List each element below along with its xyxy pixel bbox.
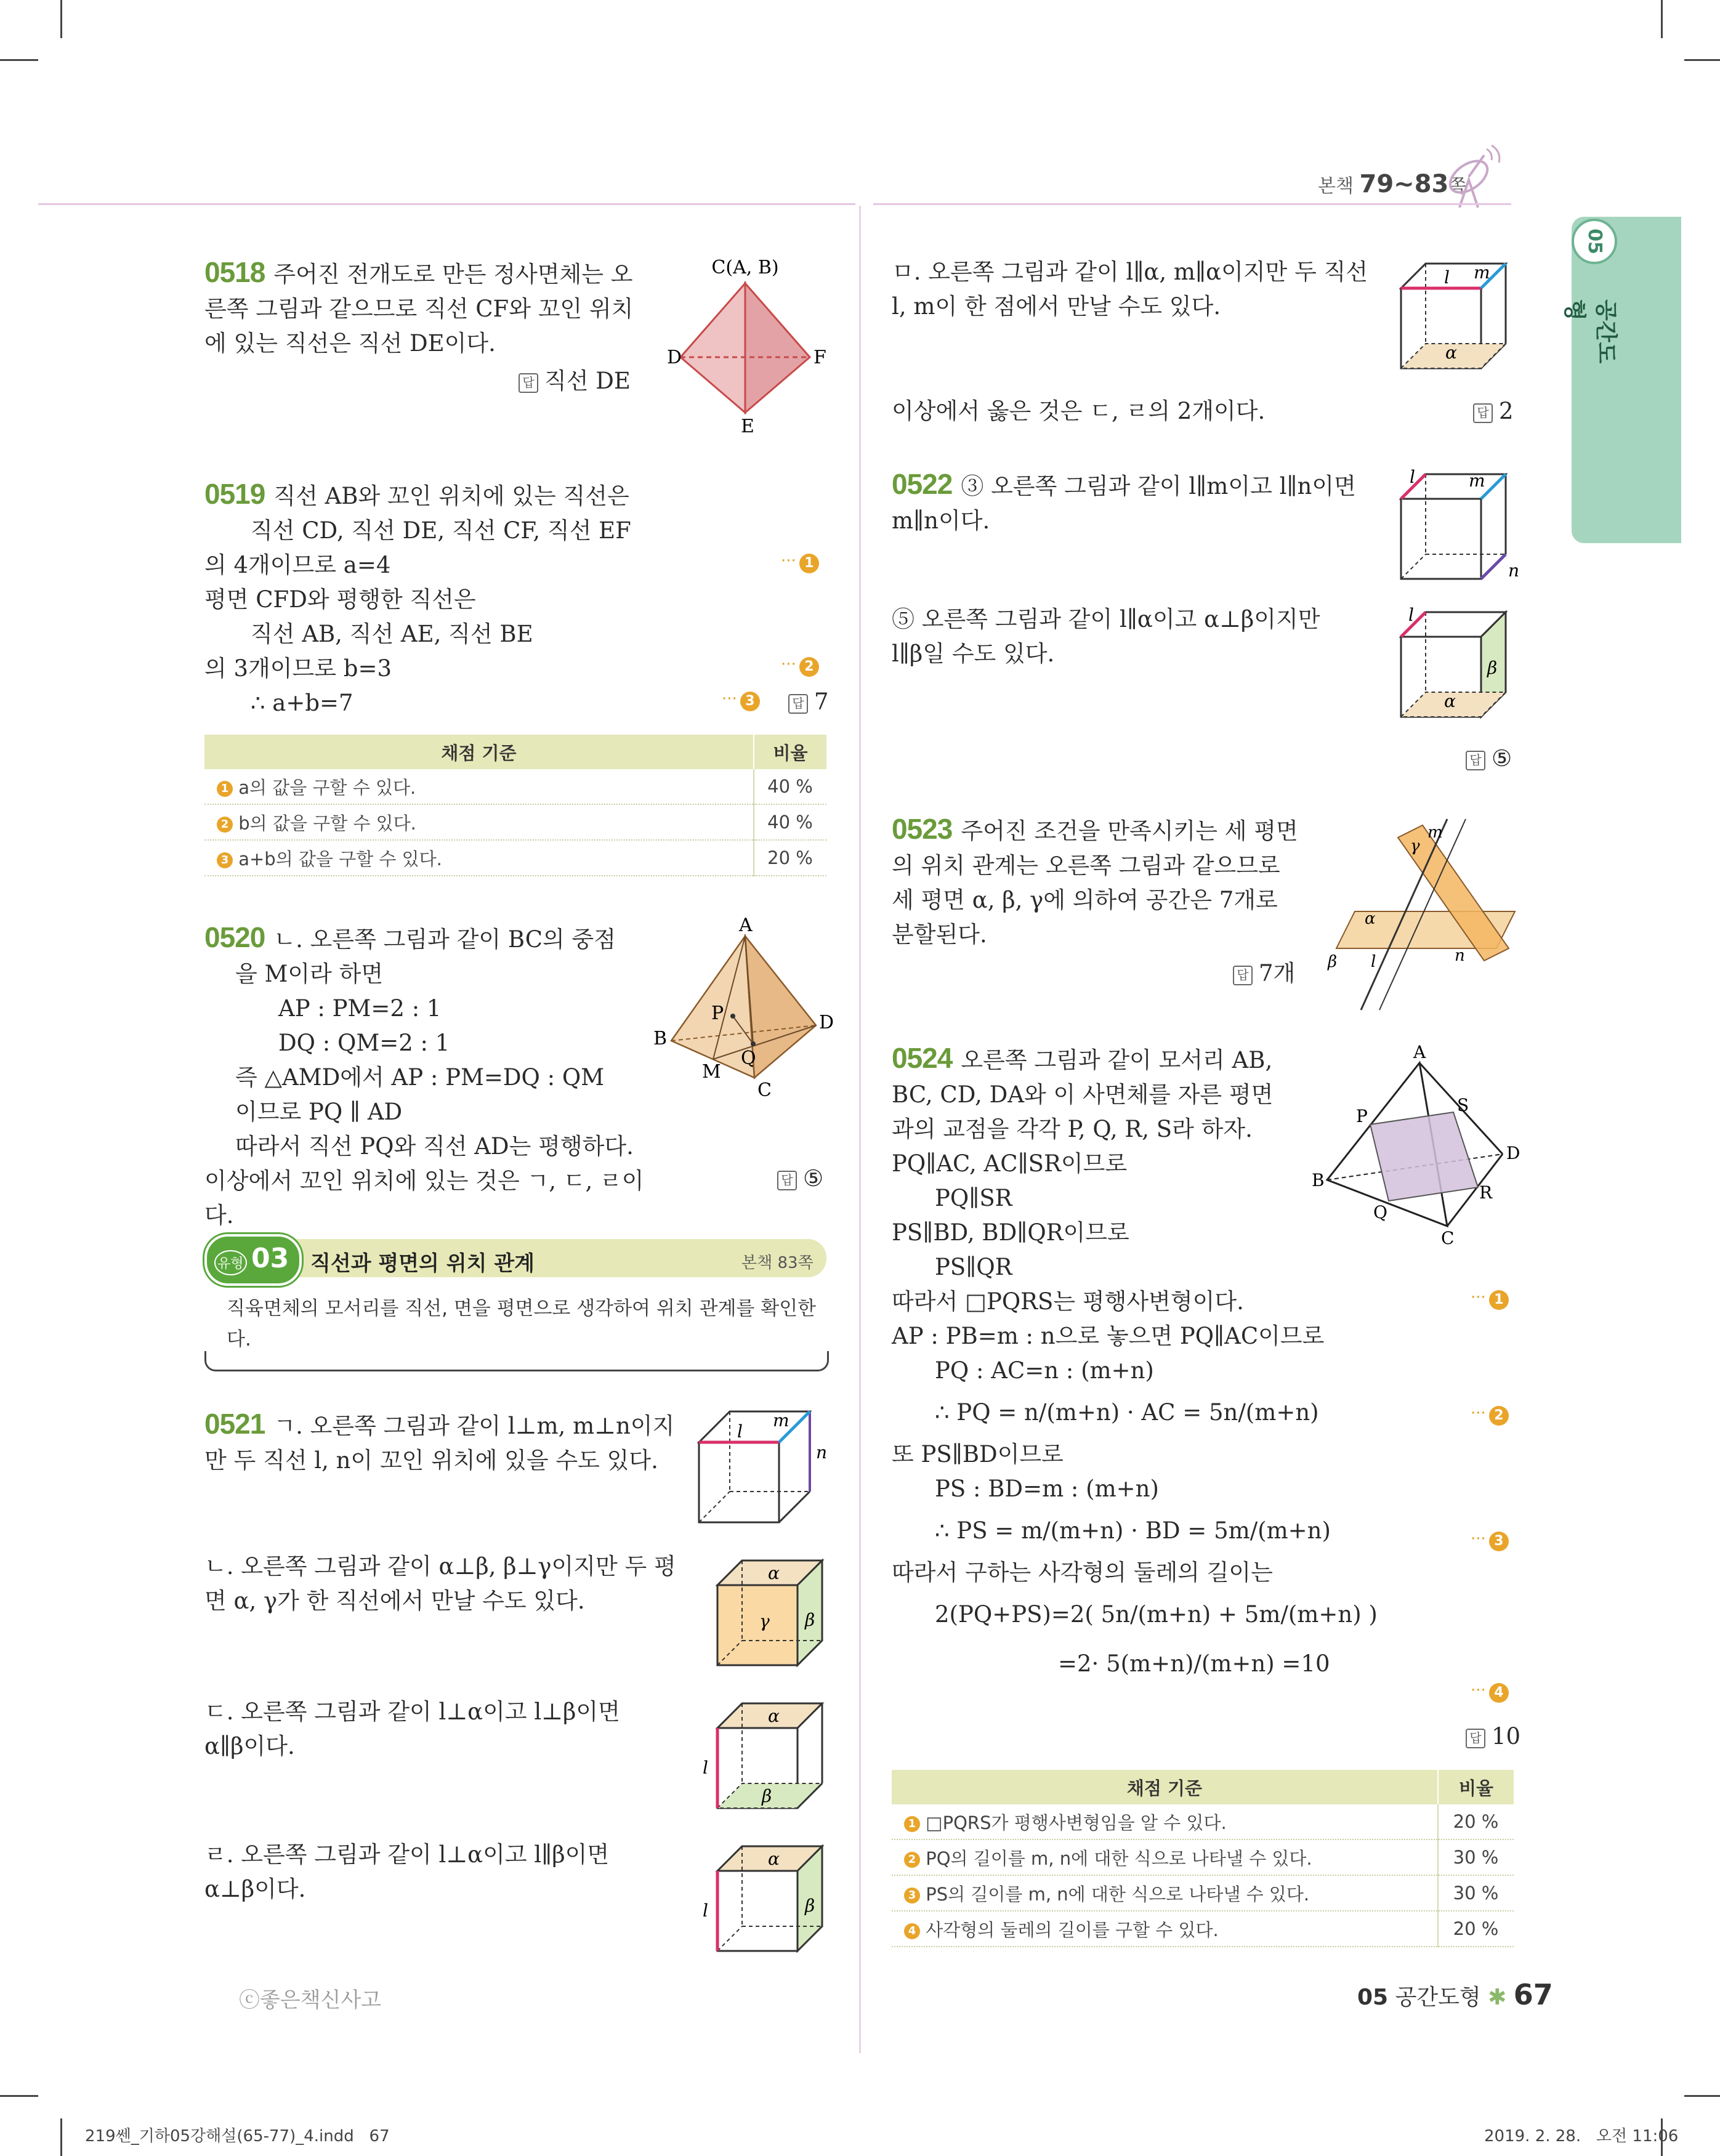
svg-text:γ: γ	[1410, 837, 1420, 855]
svg-text:B: B	[1312, 1170, 1325, 1190]
svg-text:β: β	[1487, 658, 1498, 678]
svg-text:C: C	[1441, 1228, 1455, 1248]
problem-number: 0519	[204, 478, 265, 510]
problem-0522: 0522 ③ 오른쪽 그림과 같이 l∥m이고 l∥n이면 m∥n이다.	[892, 468, 1356, 534]
answer-0524: 답 10	[1466, 1723, 1520, 1750]
type-badge: 유형 03	[204, 1234, 302, 1286]
cube-figure-planes	[711, 1554, 834, 1678]
svg-text:C: C	[757, 1080, 772, 1101]
table-row: 4 사각형의 둘레의 길이를 구할 수 있다. 20 %	[892, 1911, 1514, 1947]
svg-text:α: α	[1445, 342, 1457, 363]
svg-text:l: l	[703, 1758, 708, 1778]
problem-number: 0522	[892, 468, 953, 500]
satellite-icon	[1441, 143, 1503, 211]
svg-text:α: α	[1444, 691, 1456, 711]
type-desc: 직육면체의 모서리를 직선, 면을 평면으로 생각하여 위치 관계를 확인한다.	[227, 1298, 817, 1351]
answer-0518	[519, 362, 631, 395]
svg-text:l: l	[1410, 468, 1415, 487]
svg-text:B: B	[653, 1028, 668, 1049]
item-0521-c: ㄷ. 오른쪽 그림과 같이 l⊥α이고 l⊥β이면 α∥β이다.	[204, 1698, 620, 1759]
svg-text:P: P	[1356, 1106, 1368, 1126]
svg-text:α: α	[768, 1706, 780, 1726]
answer-0523: 답 7개	[1233, 955, 1295, 988]
svg-text:β: β	[762, 1786, 772, 1806]
svg-text:α: α	[768, 1849, 780, 1869]
step-3: ··· 3	[722, 690, 760, 711]
problem-number: 0520	[204, 921, 265, 953]
chapter-title: 공간도형	[1395, 1985, 1481, 2010]
answer-0521: 답 2	[1473, 398, 1514, 424]
svg-text:l: l	[703, 1900, 708, 1921]
table-row: 3 a+b의 값을 구할 수 있다. 20 %	[204, 840, 826, 876]
tetrahedron-figure-0518	[662, 259, 828, 437]
fig-label-c: C(A, B)	[711, 259, 779, 278]
step-4-0524: ··· 4	[1471, 1681, 1509, 1703]
problem-0519: 0519 직선 AB와 꼬인 위치에 있는 직선은 직선 CD, 직선 DE, 직선 CF, 직선 EF 의 4개이므로 a=4 평면 CFD와 평행한 직선은 직선 AB, 직선 AE, 직선 BE 의 3개이므로 b=3 ∴ a+b=7	[204, 478, 631, 716]
svg-text:S: S	[1457, 1095, 1469, 1115]
table-row: 1 □PQRS가 평행사변형임을 알 수 있다. 20 %	[892, 1804, 1514, 1839]
step-2: ··· 2	[781, 655, 819, 677]
answer-0520: 답 ⑤	[777, 1165, 823, 1192]
problem-0521: 0521 ㄱ. 오른쪽 그림과 같이 l⊥m, m⊥n이지만 두 직선 l, n이 꼬인 위치에 있을 수도 있다.	[204, 1408, 675, 1474]
svg-text:l: l	[1444, 267, 1450, 288]
cube-figure-lmn	[693, 1405, 834, 1535]
cube-figure-l-alpha-beta	[1395, 606, 1524, 729]
print-timestamp: 2019. 2. 28. 오전 11:06	[1484, 2127, 1679, 2146]
svg-text:m: m	[1474, 262, 1490, 283]
svg-text:n: n	[1508, 560, 1520, 581]
item-0522-5: ⑤ 오른쪽 그림과 같이 l∥α이고 α⊥β이지만 l∥β일 수도 있다.	[892, 606, 1320, 667]
file-slug: 219쎈_기하05강해설(65-77)_4.indd 67	[85, 2127, 390, 2146]
table-row: 3 PS의 길이를 m, n에 대한 식으로 나타낼 수 있다. 30 %	[892, 1875, 1514, 1911]
type-ref: 본책 83쪽	[741, 1254, 814, 1272]
svg-text:m: m	[1469, 470, 1485, 491]
svg-text:n: n	[816, 1442, 828, 1463]
item-0521-d: ㄹ. 오른쪽 그림과 같이 l⊥α이고 l∥β이면 α⊥β이다.	[204, 1841, 610, 1902]
svg-text:A: A	[1413, 1044, 1426, 1062]
fig-label-f: F	[814, 347, 826, 368]
step-1-0524: ··· 1	[1471, 1288, 1509, 1310]
top-frame-left	[38, 203, 855, 205]
svg-text:Q: Q	[741, 1048, 756, 1069]
svg-text:R: R	[1479, 1182, 1493, 1203]
fig-label-d: D	[667, 347, 682, 368]
chapter-number: 05	[1357, 1985, 1389, 2010]
type-title: 직선과 평면의 위치 관계	[310, 1251, 535, 1276]
problem-0523: 0523 주어진 조건을 만족시키는 세 평면의 위치 관계는 오른쪽 그림과 같으므로 세 평면 α, β, γ에 의하여 공간은 7개로 분할된다.	[892, 813, 1298, 948]
svg-text:M: M	[702, 1061, 721, 1083]
tetrahedron-figure-0520	[650, 918, 834, 1102]
answer-text: 직선 DE	[544, 368, 631, 394]
problem-number: 0521	[204, 1408, 265, 1440]
three-planes-figure	[1324, 813, 1527, 1016]
grading-table-0519: 채점 기준 비율 1 a의 값을 구할 수 있다. 40 % 2 b의 값을 구할 수 있다. 40 % 3 a+b의 값을 구할 수 있다. 20 %	[204, 735, 826, 876]
answer-icon: 답	[1466, 1729, 1485, 1748]
page-footer: 05 공간도형 ✱ 67	[1357, 1978, 1553, 2011]
svg-text:β: β	[805, 1896, 815, 1916]
problem-0524: 0524 오른쪽 그림과 같이 모서리 AB, BC, CD, DA와 이 사면체를 자른 평면 과의 교점을 각각 P, Q, R, S라 하자. PQ∥AC, AC∥SR이므로 PQ∥SR PS∥BD, BD∥QR이므로 PS∥QR 따라서 □PQRS는 평행사변형이다. AP : PB=m : n으로 놓으면 PQ∥AC이므로 PQ : AC=n : (m+n) ∴ PQ = n/(m+n) · AC = 5n/(m+n) 또 PS∥BD이므로 PS : BD=m : (m+n) ∴ PS = m/(m+n) · BD = 5m/(m+n) 따라서 구하는 사각형의 둘레의 길이는 2(PQ+PS)=2( 5n/(m+n) + 5m/(m+n) ) =2· 5(m+n)/(m+n) =10	[892, 1042, 1378, 1677]
side-tab-label: 공간도형	[1562, 299, 1618, 364]
column-divider	[859, 206, 861, 2053]
svg-text:n: n	[1455, 947, 1465, 965]
cube-figure-perp	[699, 1840, 834, 1963]
svg-text:A: A	[739, 918, 753, 936]
cube-figure-parallel	[699, 1697, 834, 1820]
problem-number: 0524	[892, 1042, 953, 1074]
svg-text:P: P	[711, 1003, 724, 1024]
problem-text: 주어진 전개도로 만든 정사면체는 오른쪽 그림과 같으므로 직선 CF와 꼬인 위치에 있는 직선은 직선 DE이다.	[204, 261, 634, 357]
table-row: 2 PQ의 길이를 m, n에 대한 식으로 나타낼 수 있다. 30 %	[892, 1839, 1514, 1875]
answer-icon: 답	[1473, 403, 1493, 423]
svg-text:α: α	[1365, 910, 1376, 928]
svg-text:γ: γ	[759, 1611, 770, 1631]
problem-number: 0518	[204, 256, 265, 288]
answer-icon: 답	[777, 1171, 797, 1190]
item-0521-e: ㅁ. 오른쪽 그림과 같이 l∥α, m∥α이지만 두 직선 l, m이 한 점에서 만날 수도 있다.	[892, 259, 1368, 320]
cube-figure-lm-alpha	[1395, 257, 1518, 381]
svg-text:l: l	[1371, 953, 1376, 971]
type-box-border	[204, 1351, 829, 1371]
svg-text:m: m	[773, 1410, 789, 1431]
answer-icon: 답	[1466, 751, 1485, 770]
svg-text:α: α	[768, 1563, 780, 1583]
answer-0522: 답 ⑤	[1466, 745, 1512, 772]
svg-text:l: l	[1408, 606, 1414, 625]
svg-text:Q: Q	[1373, 1202, 1387, 1222]
answer-0519: 답 7	[788, 688, 829, 715]
publisher-mark: ⓒ좋은책신사고	[239, 1988, 382, 2013]
answer-icon: 답	[1233, 966, 1253, 985]
problem-number: 0523	[892, 813, 953, 845]
table-row: 1 a의 값을 구할 수 있다. 40 %	[204, 769, 826, 804]
ref-suffix: 쪽	[1448, 176, 1467, 197]
svg-text:β: β	[805, 1610, 815, 1630]
page-number: 67	[1513, 1978, 1553, 2011]
svg-text:m: m	[1427, 823, 1443, 842]
svg-text:β: β	[1328, 953, 1338, 971]
type-box	[204, 1234, 826, 1375]
problem-0520: 0520 ㄴ. 오른쪽 그림과 같이 BC의 중점 을 M이라 하면 AP : PM=2 : 1 DQ : QM=2 : 1 즉 △AMD에서 AP : PM=DQ : QM 이므로 PQ ∥ AD 따라서 직선 PQ와 직선 AD는 평행하다. 이상에서 꼬인 위치에 있는 것은 ㄱ, ㄷ, ㄹ이다.	[204, 921, 644, 1229]
ref-pages: 79~83	[1359, 170, 1449, 198]
problem-0518	[204, 255, 636, 361]
answer-icon: 답	[788, 694, 808, 714]
svg-text:l: l	[737, 1421, 743, 1442]
fig-label-e: E	[741, 416, 754, 437]
step-2-0524: ··· 2	[1471, 1404, 1509, 1426]
side-tab-number: 05	[1572, 219, 1617, 264]
item-0521-b: ㄴ. 오른쪽 그림과 같이 α⊥β, β⊥γ이지만 두 평면 α, γ가 한 직선에서 만날 수도 있다.	[204, 1553, 676, 1614]
step-3-0524: ··· 3	[1471, 1530, 1509, 1551]
conclusion-0521: 이상에서 옳은 것은 ㄷ, ㄹ의 2개이다.	[892, 398, 1266, 424]
ref-prefix: 본책	[1318, 176, 1354, 197]
side-tab	[1572, 217, 1681, 543]
cube-figure-lmn-parallel	[1395, 468, 1524, 591]
grading-table-0524: 채점 기준 비율 1 □PQRS가 평행사변형임을 알 수 있다. 20 % 2 PQ의 길이를 m, n에 대한 식으로 나타낼 수 있다. 30 % 3 PS의 길이를 m, n에 대한 식으로 나타낼 수 있다. 30 % 4 사각형의 둘레의 길이를 구할 수 있다. 20 %	[892, 1770, 1514, 1947]
tetrahedron-figure-0524	[1312, 1044, 1521, 1248]
svg-text:D: D	[819, 1012, 834, 1033]
step-1: ··· 1	[781, 552, 819, 573]
table-row: 2 b의 값을 구할 수 있다. 40 %	[204, 804, 826, 840]
top-frame-right	[873, 203, 1511, 205]
answer-icon: 답	[519, 373, 538, 393]
svg-text:D: D	[1506, 1143, 1520, 1163]
